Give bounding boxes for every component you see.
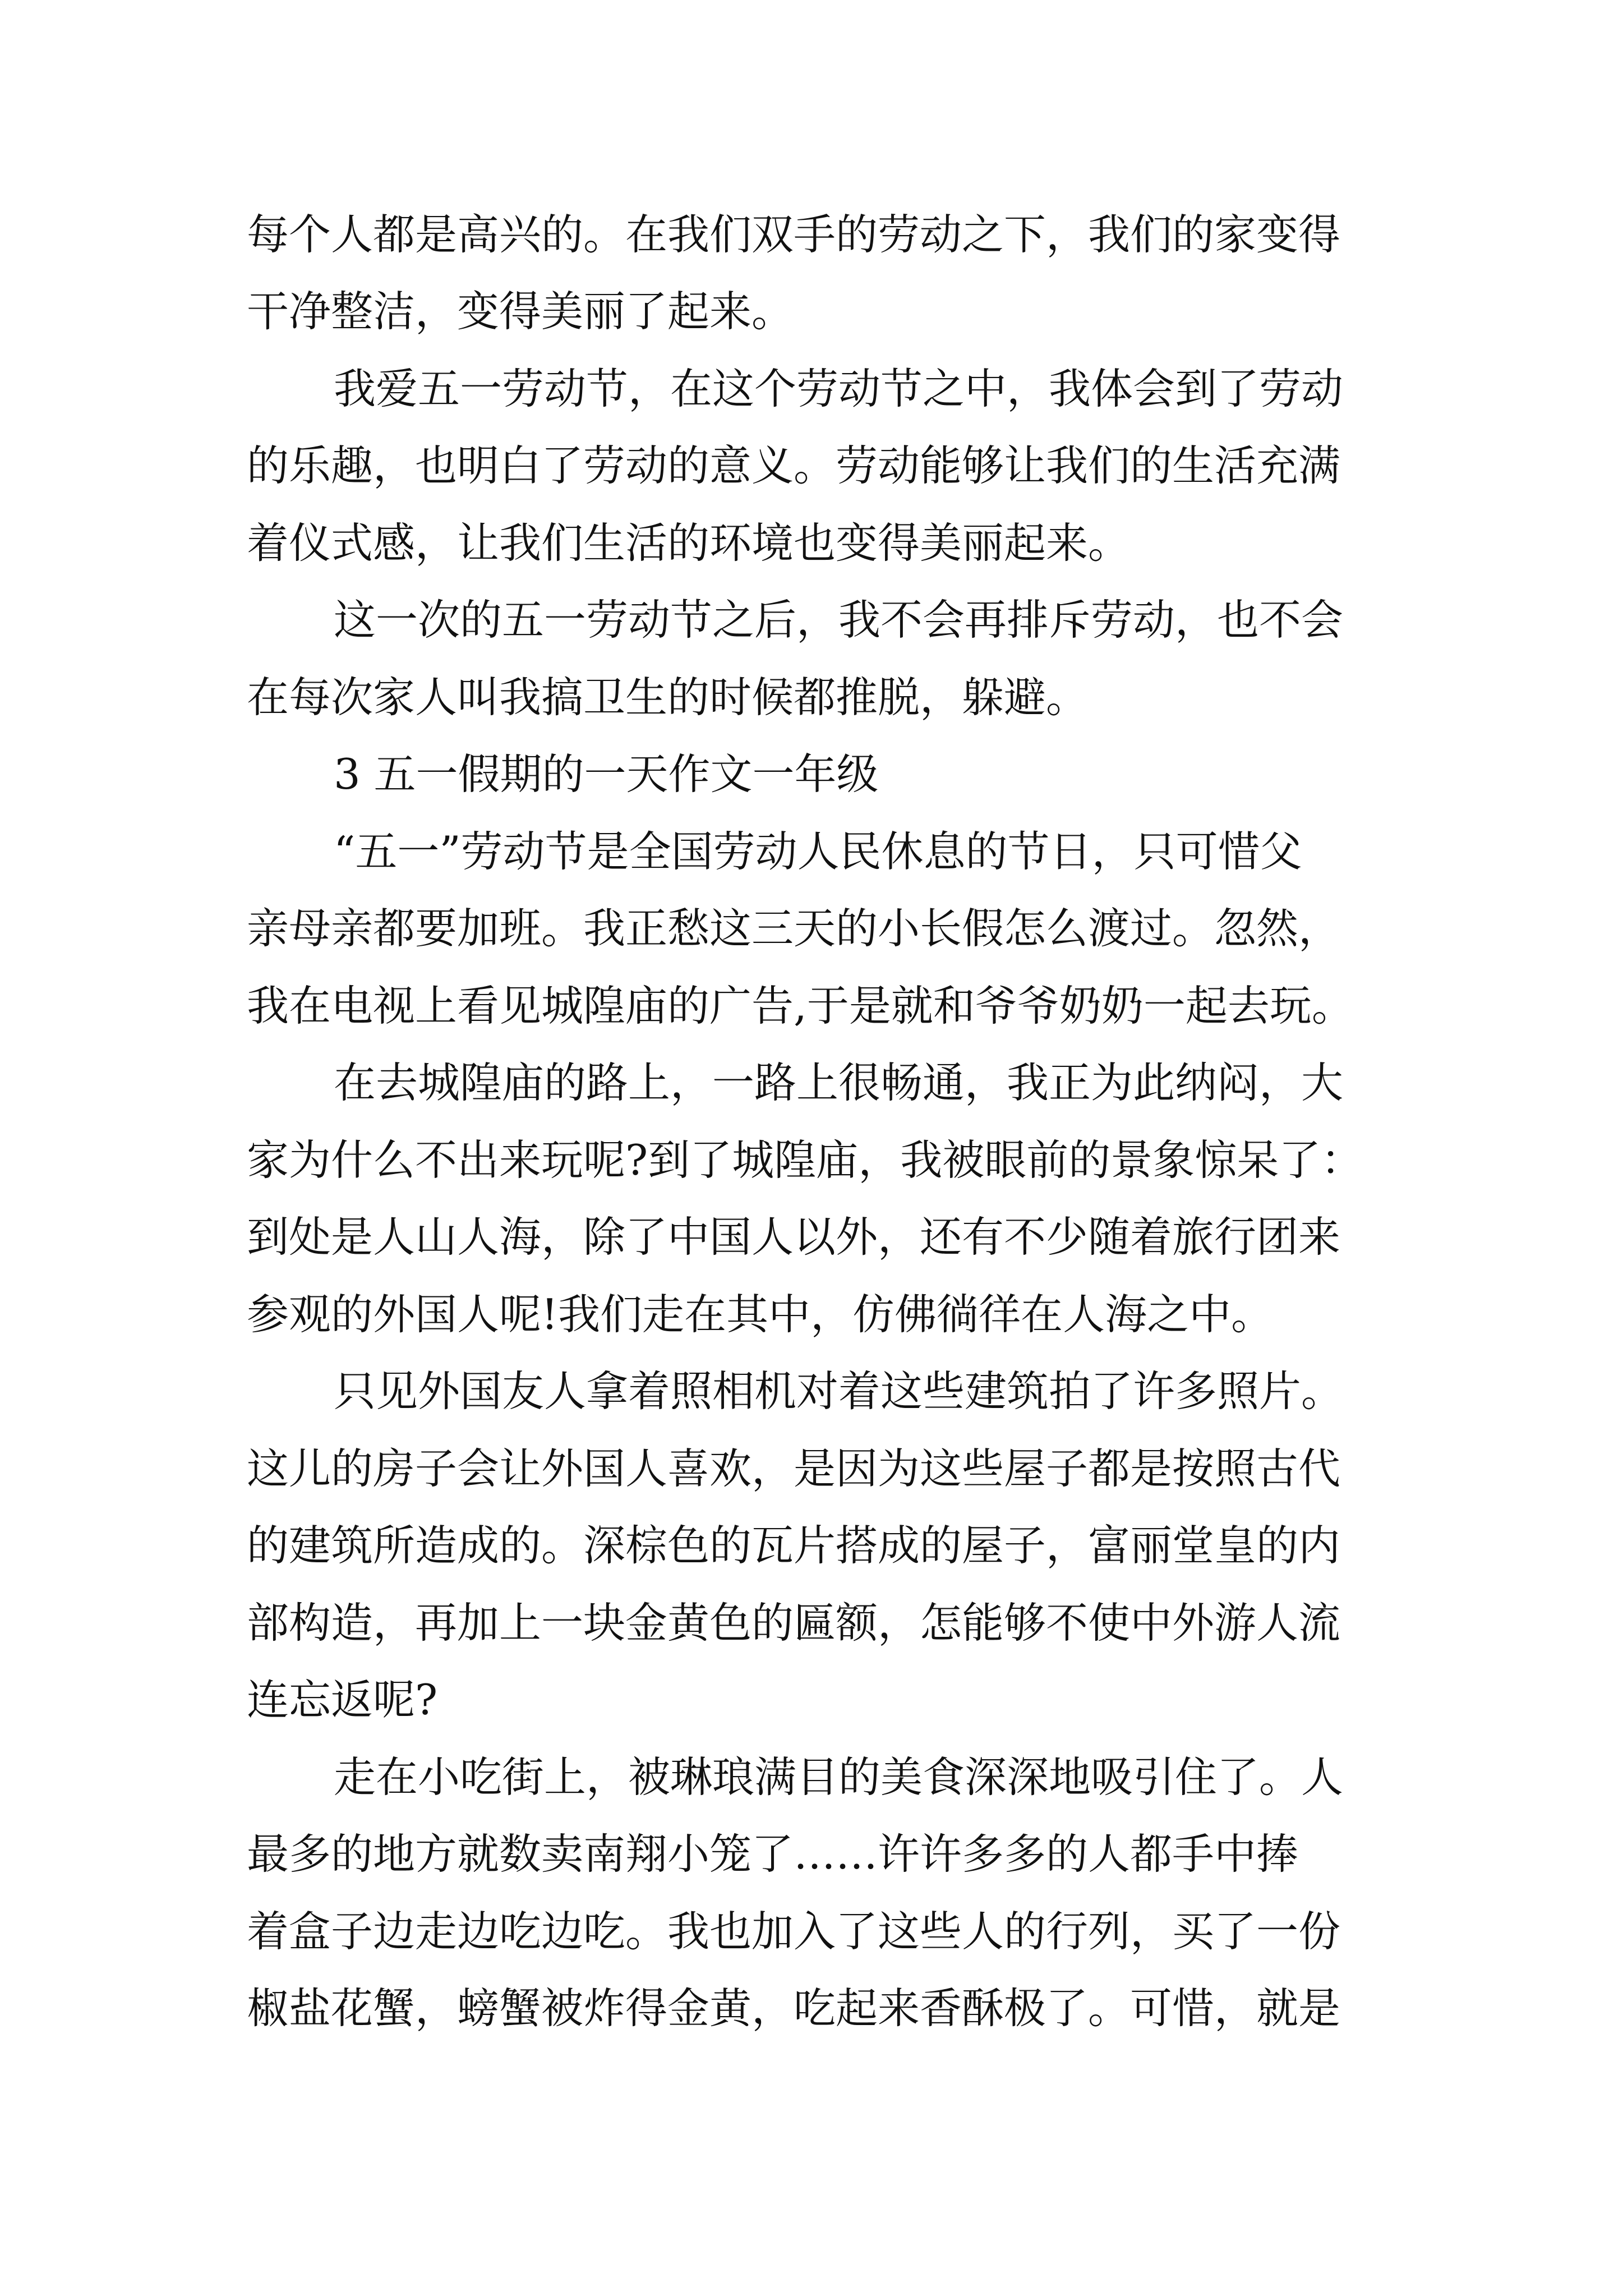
text-line: 的建筑所造成的。深棕色的瓦片搭成的屋子，富丽堂皇的内	[247, 1521, 1341, 1570]
text-line: 着盒子边走边吃边吃。我也加入了这些人的行列，买了一份	[247, 1907, 1341, 1956]
text-line: 在去城隍庙的路上，一路上很畅通，我正为此纳闷，大	[334, 1058, 1344, 1107]
text-line: 干净整洁，变得美丽了起来。	[247, 287, 794, 336]
text-line: 走在小吃街上，被琳琅满目的美食深深地吸引住了。人	[334, 1752, 1344, 1802]
text-line: 到处是人山人海，除了中国人以外，还有不少随着旅行团来	[247, 1212, 1341, 1262]
text-line: 每个人都是高兴的。在我们双手的劳动之下，我们的家变得	[247, 210, 1341, 259]
text-line: 我爱五一劳动节，在这个劳动节之中，我体会到了劳动	[334, 364, 1344, 413]
section-heading: 3 五一假期的一天作文一年级	[334, 749, 879, 799]
text-line: 连忘返呢?	[247, 1675, 438, 1724]
text-line: 亲母亲都要加班。我正愁这三天的小长假怎么渡过。忽然，	[247, 904, 1341, 953]
text-line: 在每次家人叫我搞卫生的时候都推脱，躲避。	[247, 673, 1089, 722]
text-line: 最多的地方就数卖南翔小笼了……许许多多的人都手中捧	[247, 1829, 1299, 1879]
text-line: 椒盐花蟹，螃蟹被炸得金黄，吃起来香酥极了。可惜，就是	[247, 1984, 1341, 2033]
text-line: 的乐趣，也明白了劳动的意义。劳动能够让我们的生活充满	[247, 441, 1341, 490]
text-line: 部构造，再加上一块金黄色的匾额，怎能够不使中外游人流	[247, 1598, 1341, 1648]
text-line: 家为什么不出来玩呢?到了城隍庙，我被眼前的景象惊呆了：	[247, 1135, 1363, 1185]
text-line: “五一”劳动节是全国劳动人民休息的节日，只可惜父	[334, 827, 1302, 876]
text-line: 这一次的五一劳动节之后，我不会再排斥劳动，也不会	[334, 595, 1344, 645]
text-line: 这儿的房子会让外国人喜欢，是因为这些屋子都是按照古代	[247, 1444, 1341, 1493]
text-line: 参观的外国人呢!我们走在其中，仿佛徜徉在人海之中。	[247, 1290, 1274, 1339]
text-line: 只见外国友人拿着照相机对着这些建筑拍了许多照片。	[334, 1366, 1344, 1416]
text-line: 我在电视上看见城隍庙的广告,于是就和爷爷奶奶一起去玩。	[247, 981, 1354, 1030]
text-line: 着仪式感，让我们生活的环境也变得美丽起来。	[247, 518, 1131, 568]
